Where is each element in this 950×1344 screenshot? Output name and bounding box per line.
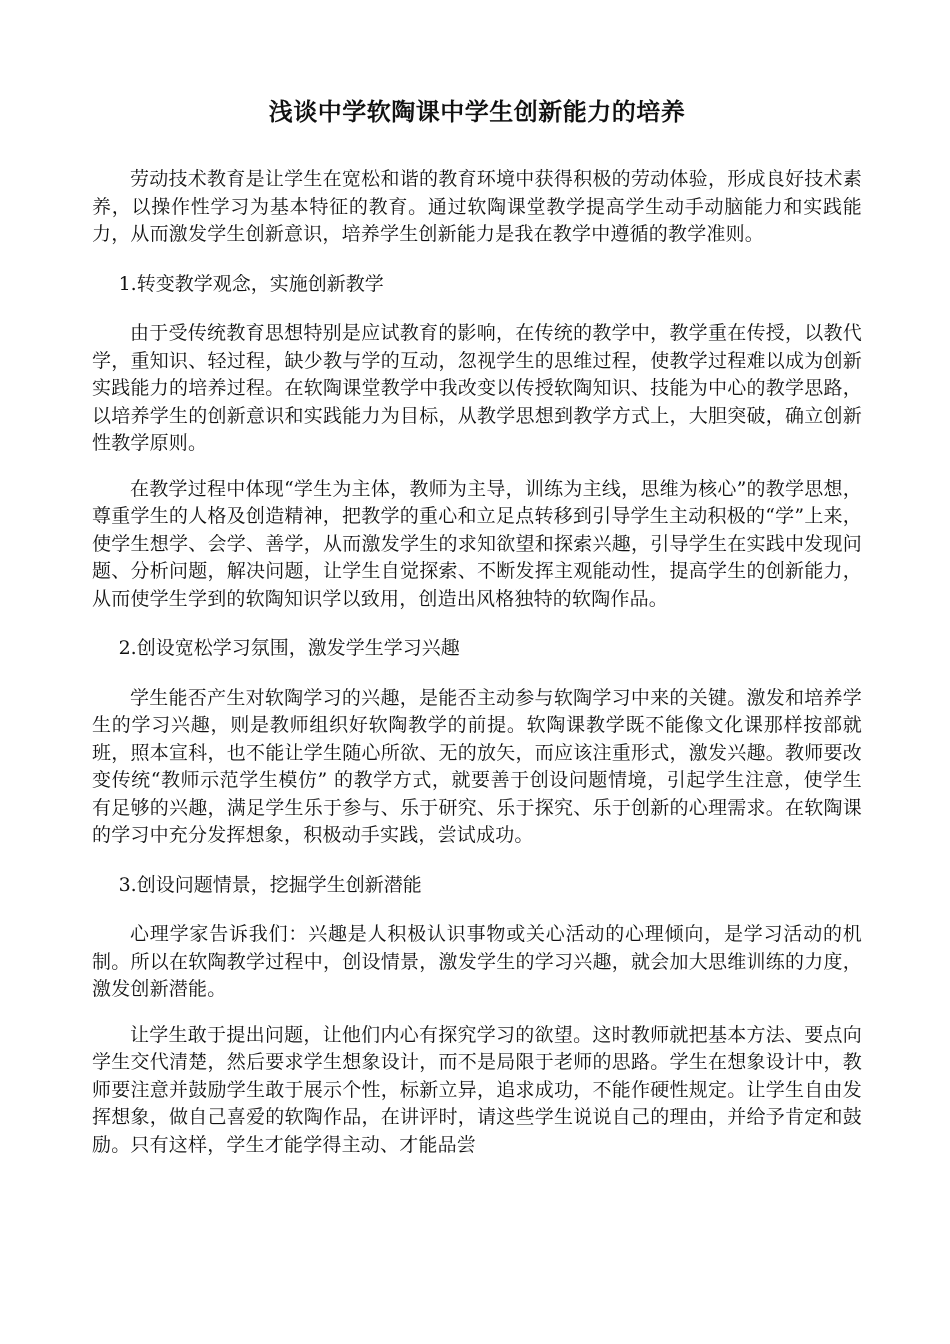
section-3 — [92, 872, 862, 1160]
body-paragraph: 让学生敢于提出问题，让他们内心有探究学习的欲望。这时教师就把基本方法、要点向学生交代清楚，然后要求学生想象设计，而不是局限于老师的思路。学生在想象设计中，教师要注意并鼓励学生敢于展示个性，标新立异，追求成功，不能作硬性规定。让学生自由发挥想象，做自己喜爱的软陶作品，在讲评时，请这些学生说说自己的理由，并给予肯定和鼓励。只有这样，学生才能学得主动、才能品尝 — [92, 1023, 862, 1156]
document-page — [92, 96, 862, 1177]
section-heading: 3.创设问题情景，挖掘学生创新潜能 — [118, 873, 422, 896]
body-paragraph: 学生能否产生对软陶学习的兴趣，是能否主动参与软陶学习中来的关键。激发和培养学生的学习兴趣，则是教师组织好软陶教学的前提。软陶课教学既不能像文化课那样按部就班，照本宣科，也不能让学生随心所欲、无的放矢，而应该注重形式，激发兴趣。教师要改变传统“教师示范学生模仿” 的教学方式，就要善于创设问题情境，引起学生注意，使学生有足够的兴趣，满足学生乐于参与、乐于研究、乐于探究、乐于创新的心理需求。在软陶课的学习中充分发挥想象，积极动手实践，尝试成功。 — [92, 686, 862, 846]
body-paragraph: 由于受传统教育思想特别是应试教育的影响，在传统的教学中，教学重在传授，以教代学，重知识、轻过程，缺少教与学的互动，忽视学生的思维过程，使教学过程难以成为创新实践能力的培养过程。在软陶课堂教学中我改变以传授软陶知识、技能为中心的教学思路，以培养学生的创新意识和实践能力为目标，从教学思想到教学方式上，大胆突破，确立创新性教学原则。 — [92, 322, 862, 454]
body-paragraph: 心理学家告诉我们：兴趣是人积极认识事物或关心活动的心理倾向，是学习活动的机制。所以在软陶教学过程中，创设情景，激发学生的学习兴趣，就会加大思维训练的力度，激发创新潜能。 — [92, 923, 862, 1000]
section-1 — [92, 271, 862, 614]
page-title: 浅谈中学软陶课中学生创新能力的培养 — [268, 98, 686, 126]
intro-paragraph: 劳动技术教育是让学生在宽松和谐的教育环境中获得积极的劳动体验，形成良好技术素养，以操作性学习为基本特征的教育。通过软陶课堂教学提高学生动手动脑能力和实践能力，从而激发学生创新意识，培养学生创新能力是我在教学中遵循的教学准则。 — [92, 168, 862, 245]
section-2 — [92, 635, 862, 850]
section-heading: 1.转变教学观念，实施创新教学 — [118, 272, 384, 295]
section-heading: 2.创设宽松学习氛围，激发学生学习兴趣 — [118, 637, 460, 659]
body-paragraph: 在教学过程中体现“学生为主体，教师为主导，训练为主线，思维为核心”的教学思想，尊重学生的人格及创造精神，把教学的重心和立足点转移到引导学生主动积极的“学”上来，使学生想学、会学、善学，从而激发学生的求知欲望和探索兴趣，引导学生在实践中发现问题、分析问题，解决问题，让学生自觉探索、不断发挥主观能动性，提高学生的创新能力，从而使学生学到的软陶知识学以致用，创造出风格独特的软陶作品。 — [92, 477, 862, 610]
